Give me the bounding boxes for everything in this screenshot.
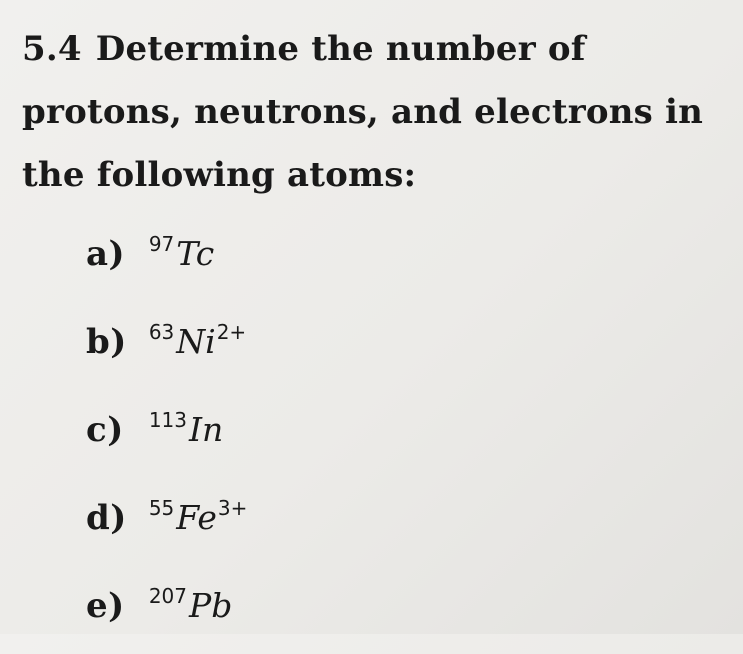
list-item-d	[86, 478, 247, 566]
isotope-symbol	[149, 214, 214, 284]
item-label: c)	[86, 410, 124, 450]
mass-number: 63	[148, 320, 175, 344]
mass-number: 97	[148, 232, 175, 256]
item-label: d)	[86, 498, 127, 538]
item-label: b)	[86, 322, 127, 362]
mass-number: 55	[148, 496, 175, 520]
item-label: a)	[86, 234, 126, 274]
list-item-e	[86, 566, 247, 654]
ion-charge: 2+	[216, 320, 247, 344]
element-symbol: Ni	[176, 322, 216, 361]
isotope-symbol	[149, 390, 223, 460]
mass-number: 207	[148, 584, 187, 608]
mass-number: 113	[148, 408, 187, 432]
ion-charge: 3+	[217, 496, 248, 520]
element-symbol: In	[189, 410, 224, 449]
element-symbol: Tc	[176, 234, 215, 273]
list-item-c	[86, 390, 247, 478]
question-number: 5.4	[22, 29, 82, 69]
element-symbol: Fe	[176, 498, 217, 537]
list-item-a	[86, 214, 247, 302]
isotope-symbol	[149, 478, 248, 548]
item-label: e)	[86, 586, 125, 626]
atom-list	[86, 214, 247, 654]
question-prompt	[22, 18, 732, 207]
isotope-symbol	[149, 566, 233, 636]
question-text: Determine the number of protons, neutrons, and electrons in the following atoms:	[22, 29, 704, 195]
list-item-b	[86, 302, 247, 390]
element-symbol: Pb	[189, 586, 233, 625]
isotope-symbol	[149, 302, 246, 372]
